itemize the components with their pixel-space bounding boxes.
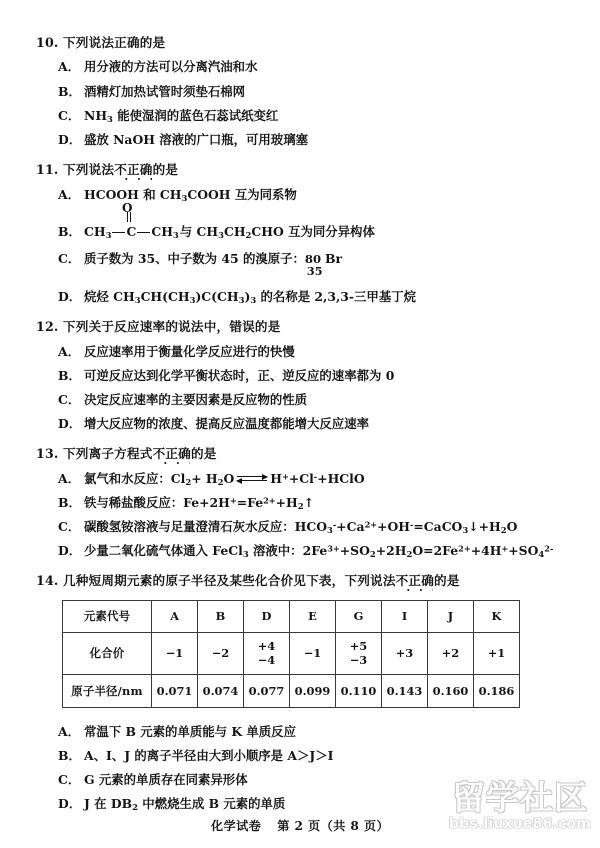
- question-13-stem-text: [63, 445, 560, 464]
- option-13-c-text: 碳酸氢铵溶液与足量澄清石灰水反应：$HCO_3^-+Ca^{2+}+OH^-=CaCO_3↓+H_2O$: [84, 518, 518, 535]
- question-10: [36, 34, 560, 152]
- option-12-d-letter: D．: [58, 415, 82, 431]
- cell-symbol-2: D: [244, 601, 290, 633]
- option-14-c[interactable]: [36, 768, 560, 792]
- option-14-d-text: J 在 $DB_2$ 中燃烧生成 B 元素的单质: [84, 795, 286, 812]
- option-13-d-text: 少量二氧化硫气体通入 FeCl$_3$ 溶液中：$2Fe^{3+}+SO_2+2H_2O=2Fe^{2+}+4H^++SO_4^{2-}$: [84, 542, 554, 559]
- question-14-stem-post: 的是: [434, 573, 460, 589]
- question-13-stem-emphasis: 不正确: [152, 446, 191, 462]
- option-14-c-letter: C．: [58, 771, 81, 787]
- option-11-c-letter: C．: [58, 251, 81, 267]
- question-13-stem: [36, 445, 560, 464]
- cell-radius-6: 0.160: [428, 675, 474, 708]
- question-14-number: 14.: [36, 573, 59, 589]
- option-10-d[interactable]: [36, 128, 560, 152]
- option-10-b-text: 酒精灯加热试管时须垫石棉网: [84, 83, 246, 99]
- option-10-d-letter: D．: [58, 131, 82, 147]
- cell-valence-6: [428, 633, 474, 675]
- option-12-c-text: 决定反应速率的主要因素是反应物的性质: [84, 391, 308, 407]
- option-10-c-text: $NH_3$ 能使湿润的蓝色石蕊试纸变红: [84, 107, 279, 124]
- question-13-stem-post: 的是: [190, 446, 217, 462]
- option-13-c[interactable]: [36, 515, 560, 539]
- question-11-stem-post: 的是: [152, 162, 179, 178]
- question-13-number: 13.: [36, 446, 59, 462]
- question-12-stem: [36, 318, 560, 337]
- option-12-b[interactable]: [36, 364, 560, 388]
- option-12-c[interactable]: [36, 388, 560, 412]
- cell-symbol-0: A: [152, 601, 198, 633]
- question-14-stem-pre: 几种短周期元素的原子半径及某些化合价见下表，下列说法: [63, 573, 396, 589]
- carbonyl-oxygen-label: O: [122, 200, 133, 215]
- option-14-b-letter: B．: [58, 747, 81, 763]
- row-header-valence: 化合价: [63, 633, 152, 675]
- option-12-b-text: 可逆反应达到化学平衡状态时，正、逆反应的速率都为 0: [84, 367, 395, 383]
- cell-valence-0: [152, 633, 198, 675]
- option-14-a-letter: A．: [58, 723, 81, 739]
- cell-valence-1: [198, 633, 244, 675]
- option-11-a[interactable]: [36, 183, 560, 207]
- option-13-b-letter: B．: [58, 494, 81, 510]
- question-13-stem-pre: 下列离子方程式: [63, 446, 153, 462]
- cell-valence-2: [244, 633, 290, 675]
- question-14-options: [36, 720, 560, 816]
- valence-top-3: −1: [303, 645, 322, 660]
- option-14-a-text: 常温下 B 元素的单质能与 K 单质反应: [84, 723, 296, 739]
- option-11-b-text: O $CH_3$ C $CH_3$与 $CH_3CH_2CHO$ 互为同分异构体: [84, 200, 375, 240]
- option-13-d-letter: D．: [58, 542, 82, 558]
- option-14-d[interactable]: [36, 792, 560, 816]
- cell-radius-4: 0.110: [336, 675, 382, 708]
- option-11-a-letter: A．: [58, 186, 81, 202]
- question-10-options: [36, 56, 560, 152]
- option-14-d-letter: D．: [58, 795, 82, 811]
- option-11-b-letter: B．: [58, 223, 81, 239]
- valence-top-5: +3: [395, 645, 414, 660]
- option-13-a-text: 氯气和水反应：$Cl_2+ H_2O$ H++Cl-+HClO: [84, 470, 365, 487]
- question-14-stem-text: [63, 572, 560, 591]
- valence-top-6: +2: [441, 645, 460, 660]
- cell-radius-2: 0.077: [244, 675, 290, 708]
- bond-right-icon: [137, 232, 150, 233]
- question-11-stem-pre: 下列说法: [63, 162, 115, 178]
- table-row-valence: [63, 633, 520, 675]
- option-14-a[interactable]: [36, 720, 560, 744]
- acetone-structure: [84, 200, 179, 242]
- question-13: [36, 445, 560, 563]
- cell-symbol-6: J: [428, 601, 474, 633]
- option-10-b-letter: B．: [58, 83, 81, 99]
- row-header-symbol: 元素代号: [63, 601, 152, 633]
- valence-top-2: +4: [257, 638, 276, 653]
- option-11-a-text: HCOOH 和 $CH_3COOH$ 互为同系物: [84, 186, 297, 203]
- question-10-number: 10.: [36, 35, 59, 50]
- isotope-symbol: Br: [325, 251, 343, 267]
- cell-valence-4: [336, 633, 382, 675]
- option-12-d[interactable]: [36, 412, 560, 436]
- question-13-options: [36, 467, 560, 563]
- option-13-a[interactable]: [36, 467, 560, 491]
- question-10-stem-text: 下列说法正确的是: [63, 35, 166, 50]
- option-11-b[interactable]: [36, 200, 560, 244]
- cell-valence-5: [382, 633, 428, 675]
- option-10-a[interactable]: [36, 56, 560, 80]
- footer-subject: 化学试卷: [210, 819, 262, 833]
- table-row-radius: [63, 675, 520, 708]
- option-10-a-text: 用分液的方法可以分离汽油和水: [84, 59, 258, 75]
- cell-symbol-4: G: [336, 601, 382, 633]
- question-14-stem-emphasis: 不正确: [395, 573, 435, 589]
- element-properties-table: [62, 600, 520, 708]
- question-11-stem: [36, 161, 560, 180]
- cell-radius-1: 0.074: [198, 675, 244, 708]
- option-11-d-letter: D．: [58, 288, 82, 304]
- question-11-options: [36, 183, 560, 309]
- row-header-radius: 原子半径/nm: [63, 675, 152, 708]
- element-table-wrapper: [62, 600, 560, 708]
- option-14-c-text: G 元素的单质存在同素异形体: [84, 771, 248, 787]
- watermark-url: bbs.liuxue86.com: [448, 816, 592, 832]
- valence-bottom-4: −3: [349, 652, 368, 667]
- question-11: [36, 161, 560, 309]
- cell-symbol-7: K: [474, 601, 520, 633]
- bromine-isotope-notation: [304, 250, 343, 279]
- option-12-a-text: 反应速率用于衡量化学反应进行的快慢: [84, 343, 295, 359]
- option-10-a-letter: A．: [58, 59, 81, 75]
- table-row-symbols: [63, 601, 520, 633]
- question-11-stem-emphasis: 不正确: [114, 162, 153, 178]
- question-14-stem: [36, 572, 560, 591]
- isotope-atomic-number: 35: [306, 264, 323, 279]
- question-12: [36, 318, 560, 436]
- watermark-title: 留学社区: [452, 778, 588, 817]
- question-11-number: 11.: [36, 162, 59, 178]
- option-11-c[interactable]: [36, 244, 560, 279]
- option-12-a[interactable]: [36, 340, 560, 364]
- question-12-number: 12.: [36, 319, 59, 335]
- question-12-stem-text: 下列关于反应速率的说法中，错误的是: [63, 319, 281, 335]
- cell-radius-7: 0.186: [474, 675, 520, 708]
- question-12-options: [36, 340, 560, 436]
- cell-symbol-5: I: [382, 601, 428, 633]
- cell-radius-5: 0.143: [382, 675, 428, 708]
- footer-page-label: 第 2 页（共 8 页）: [277, 819, 390, 833]
- acetone-chain: $CH_3$ C $CH_3$: [84, 223, 179, 240]
- option-12-c-letter: C．: [58, 391, 81, 407]
- bond-left-icon: [112, 232, 125, 233]
- option-14-b-text: A、I、J 的离子半径由大到小顺序是 A＞J＞I: [84, 747, 334, 763]
- option-11-c-text: 质子数为 35、中子数为 45 的溴原子：80 35 Br: [84, 250, 560, 269]
- isotope-mass-number: 80: [304, 252, 322, 267]
- option-11-d-text: 烷烃 $CH_3CH(CH_3)C(CH_3)_3$ 的名称是 2,3,3-三甲基丁烷: [84, 288, 416, 305]
- valence-bottom-2: −4: [257, 652, 276, 667]
- option-13-d[interactable]: [36, 539, 560, 563]
- valence-top-4: +5: [349, 638, 368, 653]
- option-11-d[interactable]: [36, 272, 560, 309]
- valence-top-1: −2: [211, 645, 230, 660]
- question-14: [36, 572, 560, 816]
- option-10-c-letter: C．: [58, 107, 81, 123]
- reversible-arrow-icon: [237, 474, 267, 485]
- option-10-c[interactable]: [36, 104, 560, 128]
- cell-valence-3: [290, 633, 336, 675]
- option-13-a-letter: A．: [58, 470, 81, 486]
- page-footer: [0, 817, 600, 834]
- double-bond-icon: [127, 212, 131, 222]
- option-14-b[interactable]: [36, 744, 560, 768]
- cell-radius-3: 0.099: [290, 675, 336, 708]
- option-10-b[interactable]: [36, 80, 560, 104]
- question-11-stem-text: [63, 161, 560, 180]
- option-12-d-text: 增大反应物的浓度、提高反应温度都能增大反应速率: [84, 415, 369, 431]
- option-13-b[interactable]: [36, 491, 560, 515]
- valence-top-7: +1: [487, 645, 506, 660]
- option-13-b-text: 铁与稀盐酸反应：$Fe+2H^+=Fe^{2+}+H_2↑$: [84, 494, 314, 511]
- cell-valence-7: [474, 633, 520, 675]
- cell-symbol-3: E: [290, 601, 336, 633]
- option-13-c-letter: C．: [58, 518, 81, 534]
- valence-top-0: −1: [165, 645, 184, 660]
- option-12-b-letter: B．: [58, 367, 81, 383]
- option-12-a-letter: A．: [58, 343, 81, 359]
- option-10-d-text: 盛放 NaOH 溶液的广口瓶，可用玻璃塞: [84, 131, 308, 147]
- question-10-stem: [36, 34, 560, 53]
- cell-symbol-1: B: [198, 601, 244, 633]
- cell-radius-0: 0.071: [152, 675, 198, 708]
